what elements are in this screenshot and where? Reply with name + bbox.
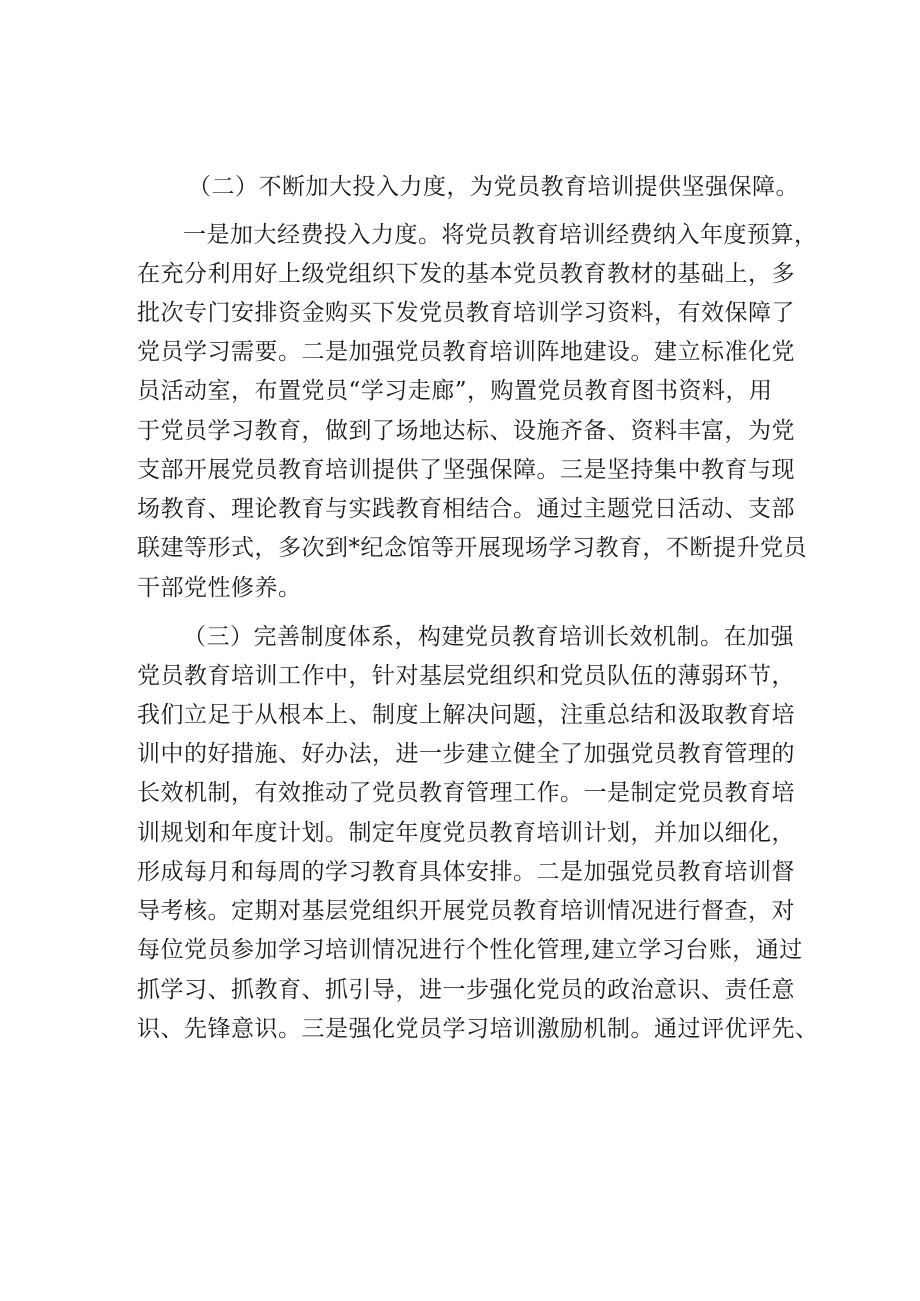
section-2-line-6: 于党员学习教育，做到了场地达标、设施齐备、资料丰富，为党 bbox=[137, 418, 795, 444]
section-3-line-6: 训规划和年度计划。制定年度党员教育培训计划，并加以细化， bbox=[137, 820, 795, 846]
section-3-line-10: 抓学习、抓教育、抓引导，进一步强化党员的政治意识、责任意 bbox=[137, 977, 795, 1003]
section-2-line-2: 在充分利用好上级党组织下发的基本党员教育教材的基础上，多 bbox=[137, 261, 795, 287]
section-3-line-2: 党员教育培训工作中，针对基层党组织和党员队伍的薄弱环节， bbox=[137, 663, 795, 689]
section-3-line-7: 形成每月和每周的学习教育具体安排。二是加强党员教育培训督 bbox=[137, 859, 795, 885]
section-2-line-1: 一是加大经费投入力度。将党员教育培训经费纳入年度预算， bbox=[183, 222, 818, 248]
section-3-line-11: 识、先锋意识。三是强化党员学习培训激励机制。通过评优评先、 bbox=[137, 1016, 819, 1042]
section-2-line-4: 党员学习需要。二是加强党员教育培训阵地建设。建立标准化党 bbox=[137, 339, 795, 365]
section-2-line-3: 批次专门安排资金购买下发党员教育培训学习资料，有效保障了 bbox=[137, 300, 795, 326]
section-3-line-4: 训中的好措施、好办法，进一步建立健全了加强党员教育管理的 bbox=[137, 741, 795, 767]
section-2-line-7: 支部开展党员教育培训提供了坚强保障。三是坚持集中教育与现 bbox=[137, 457, 795, 483]
section-2-line-8: 场教育、理论教育与实践教育相结合。通过主题党日活动、支部 bbox=[137, 496, 795, 522]
section-2-line-5: 员活动室，布置党员“学习走廊”，购置党员教育图书资料，用 bbox=[137, 378, 773, 404]
section-3-line-5: 长效机制，有效推动了党员教育管理工作。一是制定党员教育培 bbox=[137, 780, 795, 806]
section-3-line-9: 每位党员参加学习培训情况进行个性化管理,建立学习台账，通过 bbox=[137, 937, 803, 963]
section-2-line-9: 联建等形式，多次到*纪念馆等开展现场学习教育，不断提升党员 bbox=[137, 535, 807, 561]
section-3-line-1: （三）完善制度体系，构建党员教育培训长效机制。在加强 bbox=[183, 624, 794, 650]
section-3-line-8: 导考核。定期对基层党组织开展党员教育培训情况进行督查，对 bbox=[137, 898, 795, 924]
section-2-line-10: 干部党性修养。 bbox=[137, 575, 302, 601]
section-2-heading: （二）不断加大投入力度，为党员教育培训提供坚强保障。 bbox=[188, 174, 799, 200]
section-3-line-3: 我们立足于从根本上、制度上解决问题，注重总结和汲取教育培 bbox=[137, 702, 795, 728]
